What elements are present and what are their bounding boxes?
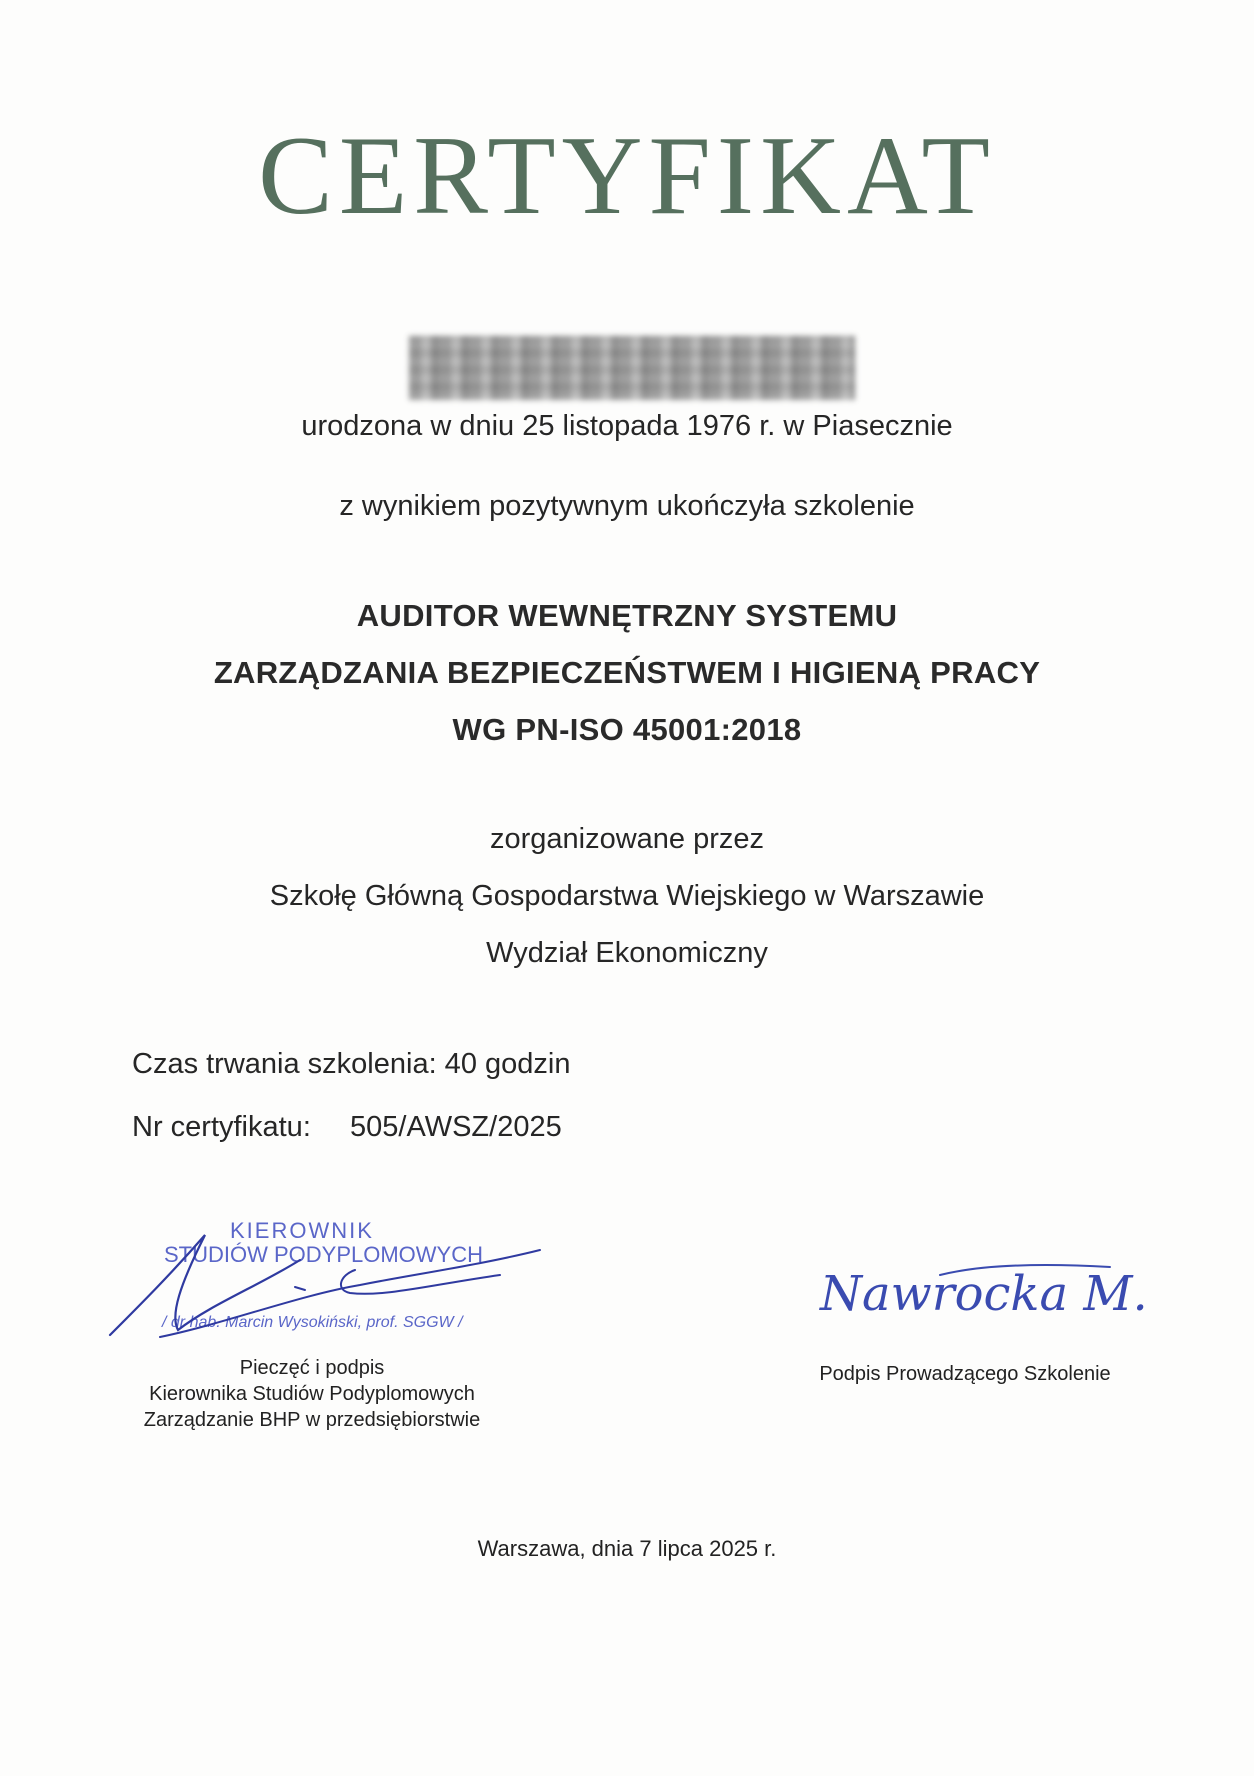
duration-line: Czas trwania szkolenia: 40 godzin xyxy=(132,1048,571,1080)
redacted-name xyxy=(409,336,855,400)
organizer-faculty: Wydział Ekonomiczny xyxy=(486,937,768,969)
course-title-line-1: AUDITOR WEWNĘTRZNY SYSTEMU xyxy=(356,598,898,633)
certificate-title: CERTYFIKAT xyxy=(258,114,996,238)
left-caption-line-1: Pieczęć i podpis xyxy=(239,1357,385,1379)
completion-line: z wynikiem pozytywnym ukończyła szkolenie xyxy=(339,490,915,522)
left-signature-icon xyxy=(100,1215,560,1365)
right-signature-icon xyxy=(820,1255,1148,1335)
course-title-line-3: WG PN-ISO 45001:2018 xyxy=(452,712,802,747)
organizer-name: Szkołę Główną Gospodarstwa Wiejskiego w Warszawie xyxy=(269,880,985,912)
left-caption-line-3: Zarządzanie BHP w przedsiębiorstwie xyxy=(143,1409,481,1431)
stamp-signatory: / dr hab. Marcin Wysokiński, prof. SGGW / xyxy=(162,1314,463,1331)
stamp-subtitle: STUDIÓW PODYPLOMOWYCH xyxy=(164,1242,484,1267)
stamp-title: KIEROWNIK xyxy=(230,1218,374,1243)
left-signature-caption xyxy=(132,1355,492,1433)
cert-number-label: Nr certyfikatu: xyxy=(132,1111,311,1143)
left-caption-line-2: Kierownika Studiów Podyplomowych xyxy=(149,1383,475,1405)
organized-by-label: zorganizowane przez xyxy=(489,823,765,855)
right-signature-caption: Podpis Prowadzącego Szkolenie xyxy=(819,1363,1111,1385)
course-title-line-2: ZARZĄDZANIA BEZPIECZEŃSTWEM I HIGIENĄ PRACY xyxy=(213,655,1041,690)
birth-line: urodzona w dniu 25 listopada 1976 r. w Piasecznie xyxy=(301,410,953,442)
place-and-date: Warszawa, dnia 7 lipca 2025 r. xyxy=(477,1536,777,1561)
cert-number-line xyxy=(132,1111,562,1144)
right-signature-text: Nawrocka M. xyxy=(820,1266,1148,1322)
cert-number-value: 505/AWSZ/2025 xyxy=(350,1111,562,1143)
